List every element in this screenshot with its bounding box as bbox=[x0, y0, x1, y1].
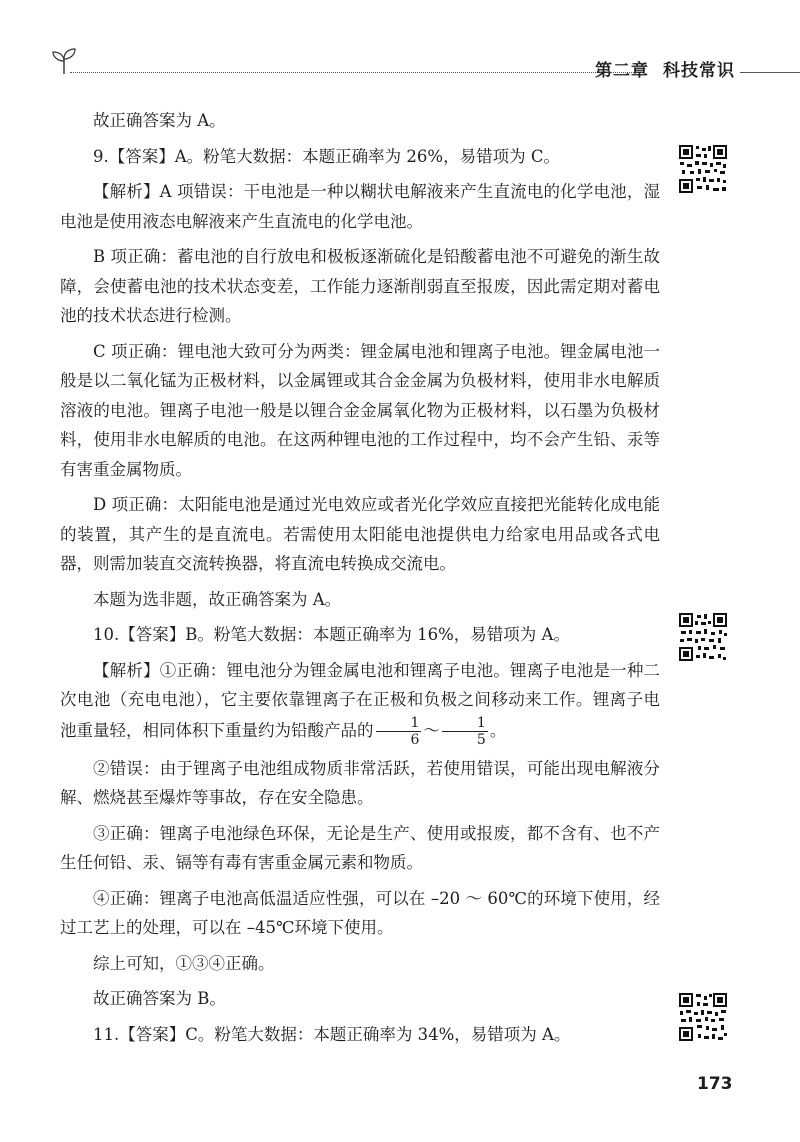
qr-code-icon bbox=[678, 144, 728, 194]
answer-10: 10.【答案】B。粉笔大数据：本题正确率为 16%，易错项为 A。 bbox=[93, 625, 570, 644]
chapter-number: 第二章 bbox=[595, 61, 649, 81]
qr-code-icon bbox=[678, 612, 728, 662]
option-d: D 项正确：太阳能电池是通过光电效应或者光化学效应直接把光能转化成电能的装置，其产生的是直流电。若需使用太阳能电池提供电力给家电用品或各式电器，则需加装直交流转换器，将直流电转换成交流电。 bbox=[60, 495, 660, 573]
option-b: B 项正确：蓄电池的自行放电和极板逐渐硫化是铅酸蓄电池不可避免的渐生故障，会使蓄电池的技术状态变差，工作能力逐渐削弱直至报废，因此需定期对蓄电池的技术状态进行检测。 bbox=[60, 247, 660, 325]
fraction-one-sixth: $\frac{1}{6}$ bbox=[376, 715, 422, 748]
running-header bbox=[50, 44, 762, 80]
analysis-10-text: 【解析】①正确：锂电池分为锂金属电池和锂离子电池。锂离子电池是一种二次电池（充电电池），它主要依靠锂离子在正极和负极之间移动来工作。锂离子电池重量轻，相同体积下重量约为铅酸产品的 bbox=[60, 660, 660, 740]
summary-10: 综上可知，①③④正确。 bbox=[93, 953, 275, 973]
conclusion-9: 本题为选非题，故正确答案为 A。 bbox=[93, 589, 342, 609]
header-rule-left bbox=[70, 72, 640, 73]
paragraph: 故正确答案为 A。 bbox=[93, 111, 226, 130]
item-2: ②错误：由于锂离子电池组成物质非常活跃，若使用错误，可能出现电解液分解、燃烧甚至爆炸等事故，存在安全隐患。 bbox=[60, 758, 660, 807]
answer-9: 9.【答案】A。粉笔大数据：本题正确率为 26%，易错项为 C。 bbox=[93, 146, 560, 166]
analysis-9: 【解析】A 项错误：干电池是一种以糊状电解液来产生直流电的化学电池，湿电池是使用液态电解液来产生直流电的化学电池。 bbox=[60, 182, 660, 231]
page-number: 173 bbox=[697, 1074, 733, 1094]
item-3: ③正确：锂离子电池绿色环保，无论是生产、使用或报废，都不含有、也不产生任何铅、汞、镉等有毒有害重金属元素和物质。 bbox=[60, 823, 660, 872]
range-tilde: ～ bbox=[423, 720, 440, 740]
page-body bbox=[60, 106, 660, 1055]
conclusion-10: 故正确答案为 B。 bbox=[93, 989, 226, 1008]
answer-11: 11.【答案】C。粉笔大数据：本题正确率为 34%，易错项为 A。 bbox=[93, 1024, 571, 1044]
chapter-title bbox=[595, 56, 749, 81]
option-c: C 项正确：锂电池大致可分为两类：锂金属电池和锂离子电池。锂金属电池一般是以二氧化锰为正极材料，以金属锂或其合金金属为负极材料，使用非水电解质溶液的电池。锂离子电池一般是以锂合金金属氧化物为正极材料，以石墨为负极材料，使用非水电解质的电池。在这两种锂电池的工作过程中，均不会产生铅、汞等有害重金属物质。 bbox=[60, 341, 660, 479]
fraction-one-fifth: $\frac{1}{5}$ bbox=[442, 715, 488, 748]
qr-code-icon bbox=[678, 992, 728, 1042]
header-rule-right bbox=[740, 72, 800, 73]
item-4: ④正确：锂离子电池高低温适应性强，可以在 –20 ～ 60℃的环境下使用，经过工艺上的处理，可以在 –45℃环境下使用。 bbox=[60, 888, 660, 937]
section-title: 科技常识 bbox=[663, 61, 735, 81]
analysis-10 bbox=[60, 656, 660, 748]
sentence-end: 。 bbox=[489, 720, 507, 740]
